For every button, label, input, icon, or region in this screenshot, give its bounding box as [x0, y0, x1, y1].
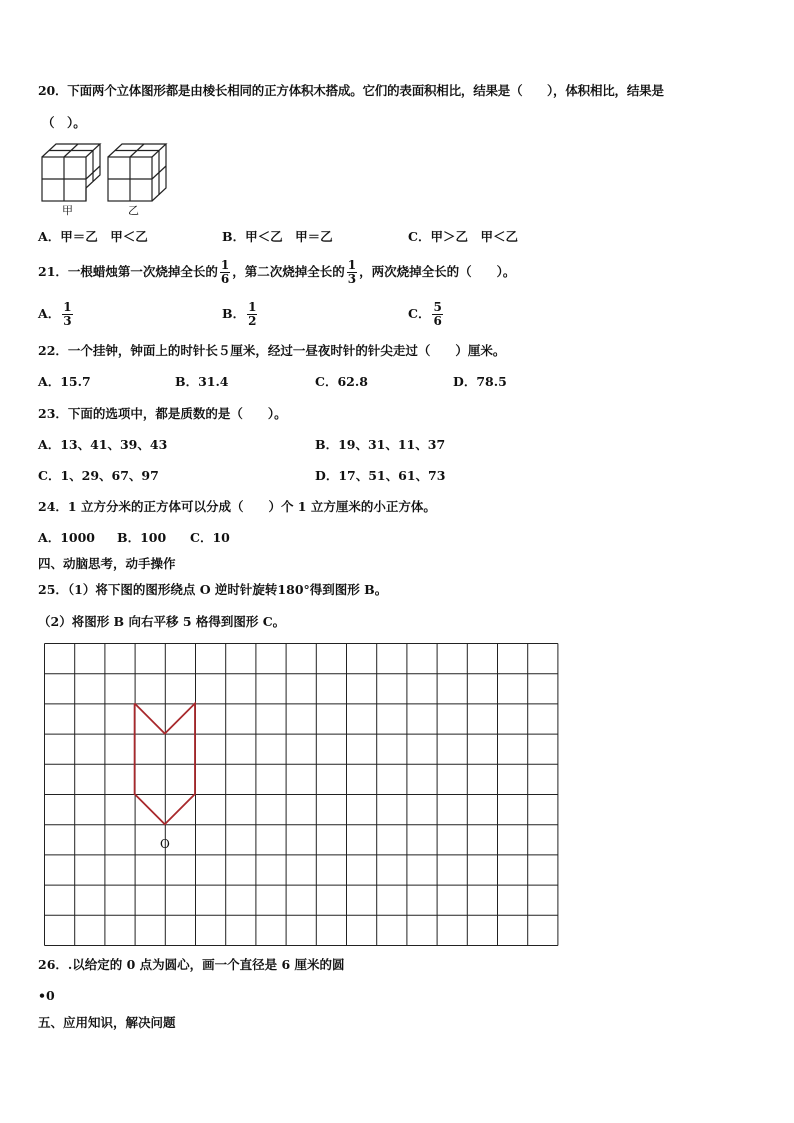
q21-option-a[interactable] [38, 298, 75, 330]
q21-fraction-2 [347, 259, 357, 286]
q23-stem: 23．下面的选项中，都是质数的是（ ）。 [38, 406, 287, 421]
q21-option-a-label: A． [38, 306, 61, 321]
q20-option-b[interactable]: B．甲＜乙 甲＝乙 [222, 229, 333, 244]
q20-option-c[interactable]: C．甲＞乙 甲＜乙 [408, 229, 518, 244]
q21-frac2-num: 1 [347, 258, 357, 272]
q20-line2: （ ）。 [42, 115, 86, 130]
cube-figure-jia [42, 144, 100, 201]
q24-option-c[interactable]: C．10 [190, 530, 230, 545]
q21-part3: ，两次烧掉全长的（ ）。 [359, 264, 516, 279]
q22-stem: 22．一个挂钟，钟面上的时针长５厘米，经过一昼夜时针的针尖走过（ ）厘米。 [38, 343, 506, 358]
q21-fraction-1 [220, 259, 230, 286]
q24-stem: 24．1 立方分米的正方体可以分成（ ）个 1 立方厘米的小正方体。 [38, 499, 436, 514]
q23-option-d[interactable]: D．17、51、61、73 [315, 468, 446, 483]
label-jia: 甲 [62, 204, 73, 217]
q21-option-c[interactable] [408, 298, 445, 330]
q21-option-b[interactable] [222, 298, 259, 330]
section-5-heading: 五、应用知识，解决问题 [38, 1015, 176, 1030]
q21-frac1-den: 6 [220, 272, 230, 286]
point-o-label: O [160, 837, 170, 851]
section-4-heading: 四、动脑思考，动手操作 [38, 556, 176, 571]
q21-option-c-fraction [432, 301, 442, 328]
q23-option-c[interactable]: C．1、29、67、97 [38, 468, 159, 483]
q21-option-b-den: 2 [248, 314, 257, 328]
q21-stem [38, 256, 515, 288]
q22-option-a[interactable]: A．15.7 [38, 374, 91, 389]
q25-line2: （2）将图形 B 向右平移 5 格得到图形 C。 [38, 614, 286, 629]
q21-option-b-label: B． [222, 306, 246, 321]
q21-frac2-den: 3 [347, 272, 357, 286]
q20-line1: 20．下面两个立体图形都是由棱长相同的正方体积木搭成。它们的表面积相比，结果是（ ），体积相比，结果是 [38, 83, 664, 98]
q20-option-a[interactable]: A．甲＝乙 甲＜乙 [38, 229, 148, 244]
q22-option-b[interactable]: B．31.4 [175, 374, 229, 389]
q21-part1: 21．一根蜡烛第一次烧掉全长的 [38, 264, 218, 279]
q21-option-b-num: 1 [248, 300, 257, 314]
q22-option-d[interactable]: D．78.5 [453, 374, 507, 389]
q21-option-a-num: 1 [63, 300, 72, 314]
q21-frac1-num: 1 [220, 258, 230, 272]
q24-option-a[interactable]: A．1000 [38, 530, 95, 545]
q25-line1: 25．（1）将下图的图形绕点 O 逆时针旋转180°得到图形 B。 [38, 582, 388, 597]
grid-board[interactable] [44, 643, 560, 947]
q23-option-b[interactable]: B．19、31、11、37 [315, 437, 446, 452]
cube-figure-yi [108, 144, 166, 201]
cube-figures [38, 140, 178, 220]
q21-option-c-label: C． [408, 306, 431, 321]
q21-option-a-den: 3 [63, 314, 72, 328]
grid-lines [45, 644, 558, 946]
q21-option-c-den: 6 [433, 314, 442, 328]
q24-option-b[interactable]: B．100 [117, 530, 167, 545]
label-yi: 乙 [128, 204, 139, 217]
q21-option-c-num: 5 [433, 300, 442, 314]
q26-stem: 26．.以给定的 0 点为圆心，画一个直径是 6 厘米的圆 [38, 957, 345, 972]
q21-option-b-fraction [247, 301, 257, 328]
q22-option-c[interactable]: C．62.8 [315, 374, 368, 389]
q26-center-point[interactable]: •0 [38, 988, 55, 1003]
q23-option-a[interactable]: A．13、41、39、43 [38, 437, 168, 452]
q21-option-a-fraction [62, 301, 72, 328]
q21-part2: ，第二次烧掉全长的 [232, 264, 345, 279]
